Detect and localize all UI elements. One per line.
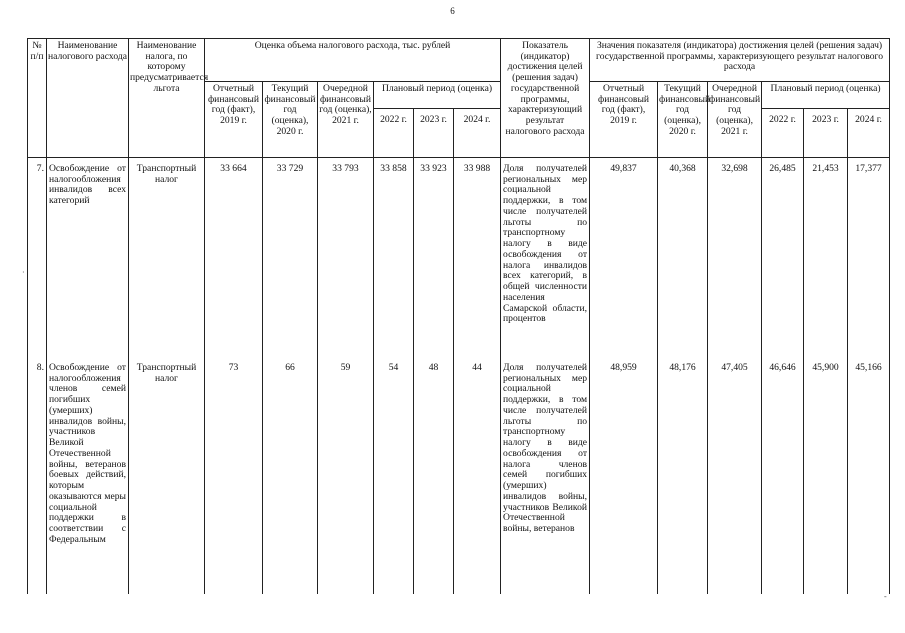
estimate-2021: 59 — [318, 357, 374, 551]
scan-speck: · — [22, 268, 25, 277]
value-2020: 48,176 — [658, 357, 708, 551]
header-name: Наименование налогового расхода — [47, 39, 129, 158]
value-2022: 26,485 — [762, 158, 804, 332]
header-indicator: Показатель (индикатор) достижения целей (решения задач) государственной программы, характеризующий результат налогового расхода — [501, 39, 590, 158]
estimate-2022: 33 858 — [374, 158, 414, 332]
row-tail — [28, 552, 890, 594]
estimate-2020: 66 — [263, 357, 318, 551]
tax-expenditure-table — [27, 38, 890, 594]
tax-expense-name: Освобождение от налогообложения членов семей погибших (умерших) инвалидов войны, участников Великой Отечественной войны, ветеранов боевых действий, которым оказываются меры социальной поддержки в соответствии с Федеральным — [47, 357, 129, 551]
estimate-2024: 44 — [454, 357, 501, 551]
header-no: № п/п — [28, 39, 47, 158]
value-2019: 49,837 — [590, 158, 658, 332]
tax-name: Транспортный налог — [129, 158, 205, 332]
row-number: 7. — [28, 158, 47, 332]
header-values-2023: 2023 г. — [804, 109, 848, 158]
value-2023: 21,453 — [804, 158, 848, 332]
table-row — [28, 158, 890, 332]
value-2021: 32,698 — [708, 158, 762, 332]
indicator-text: Доля получателей региональных мер социальной поддержки, в том числе получателей льготы по транспортному налогу в виде освобождения от налога инвалидов всех категорий, в общей численности населения Самарской области, процентов — [501, 158, 590, 332]
indicator-text: Доля получателей региональных мер социальной поддержки, в том числе получателей льготы по транспортному налогу в виде освобождения от налога членов семей погибших (умерших) инвалидов войны, участников Великой Отечественной войны, ветеранов — [501, 357, 590, 551]
estimate-2021: 33 793 — [318, 158, 374, 332]
value-2020: 40,368 — [658, 158, 708, 332]
scan-speck: - — [884, 592, 887, 601]
header-values-planned: Плановый период (оценка) — [762, 82, 890, 109]
header-values-2022: 2022 г. — [762, 109, 804, 158]
estimate-2023: 33 923 — [414, 158, 454, 332]
tax-name: Транспортный налог — [129, 357, 205, 551]
estimate-2020: 33 729 — [263, 158, 318, 332]
header-estimate-2024: 2024 г. — [454, 109, 501, 158]
header-tax: Наименование налога, по которому предусматривается льгота — [129, 39, 205, 158]
table-body — [28, 158, 890, 594]
table-row — [28, 357, 890, 551]
header-values-current: Текущий финансовый год (оценка), 2020 г. — [658, 82, 708, 158]
header-estimate-current: Текущий финансовый год (оценка), 2020 г. — [263, 82, 318, 158]
row-number: 8. — [28, 357, 47, 551]
header-values-next: Очередной финансовый год (оценка), 2021 г. — [708, 82, 762, 158]
value-2023: 45,900 — [804, 357, 848, 551]
header-estimate-2022: 2022 г. — [374, 109, 414, 158]
header-values-report: Отчетный финансовый год (факт), 2019 г. — [590, 82, 658, 158]
tax-expense-name: Освобождение от налогообложения инвалидов всех категорий — [47, 158, 129, 332]
estimate-2019: 33 664 — [205, 158, 263, 332]
estimate-2024: 33 988 — [454, 158, 501, 332]
header-estimate-planned: Плановый период (оценка) — [374, 82, 501, 109]
page-number: 6 — [450, 6, 455, 16]
header-estimate-2023: 2023 г. — [414, 109, 454, 158]
value-2024: 45,166 — [848, 357, 890, 551]
estimate-2023: 48 — [414, 357, 454, 551]
estimate-2022: 54 — [374, 357, 414, 551]
estimate-2019: 73 — [205, 357, 263, 551]
header-values-group: Значения показателя (индикатора) достижения целей (решения задач) государственной программы, характеризующего результат налогового расхода — [590, 39, 890, 82]
row-spacer — [28, 331, 890, 357]
value-2021: 47,405 — [708, 357, 762, 551]
header-estimate-group: Оценка объема налогового расхода, тыс. рублей — [205, 39, 501, 82]
header-estimate-report: Отчетный финансовый год (факт), 2019 г. — [205, 82, 263, 158]
header-estimate-next: Очередной финансовый год (оценка), 2021 г. — [318, 82, 374, 158]
value-2024: 17,377 — [848, 158, 890, 332]
value-2022: 46,646 — [762, 357, 804, 551]
header-values-2024: 2024 г. — [848, 109, 890, 158]
value-2019: 48,959 — [590, 357, 658, 551]
table-header — [28, 39, 890, 158]
